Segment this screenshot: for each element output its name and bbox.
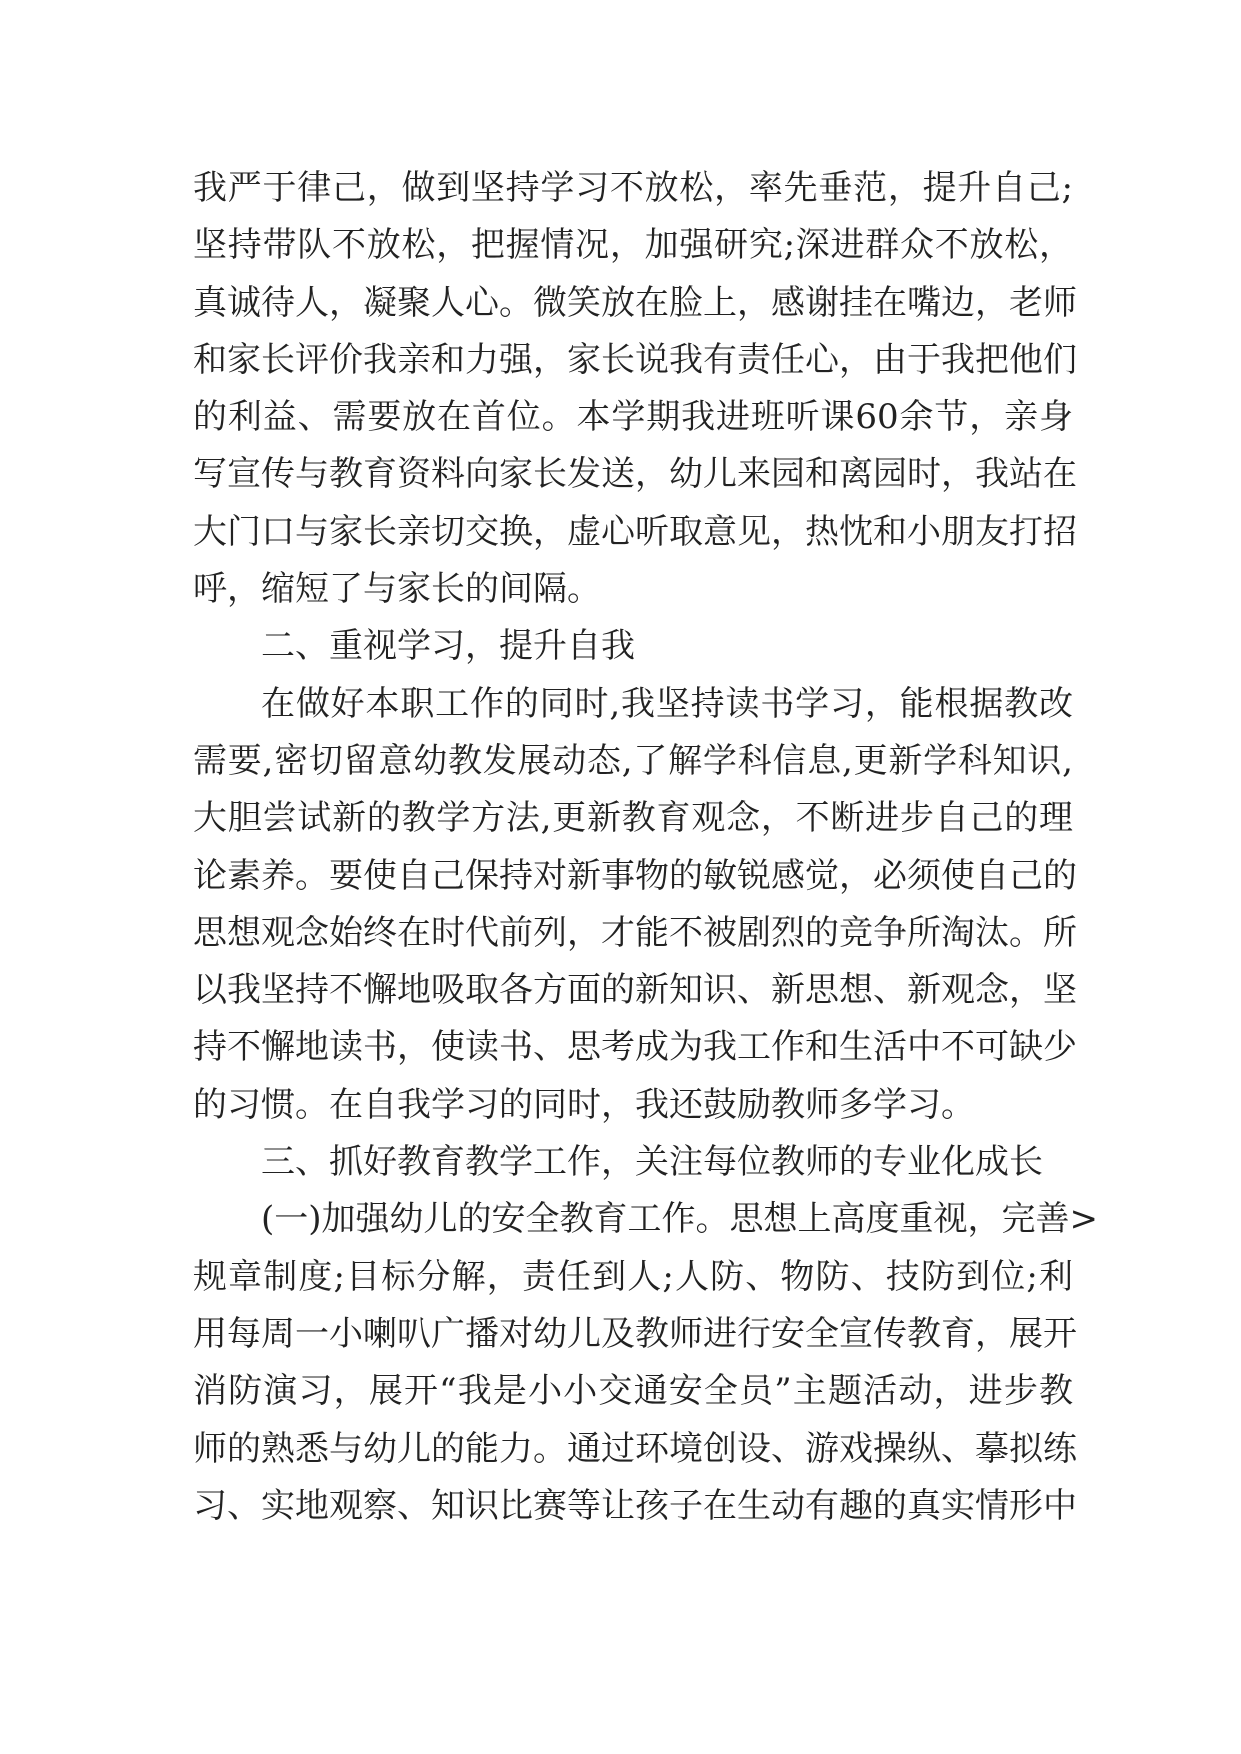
text-line: 坚持带队不放松，把握情况，加强研究;深进群众不放松， bbox=[193, 225, 1073, 266]
text-line: 的习惯。在自我学习的同时，我还鼓励教师多学习。 bbox=[193, 1084, 975, 1125]
text-line: 的利益、需要放在首位。本学期我进班听课60余节，亲身 bbox=[193, 397, 1073, 438]
text-line: 用每周一小喇叭广播对幼儿及教师进行安全宣传教育，展开 bbox=[193, 1313, 1077, 1354]
text-line: 大胆尝试新的教学方法,更新教育观念，不断进步自己的理 bbox=[193, 798, 1073, 839]
text-line: 呼，缩短了与家长的间隔。 bbox=[193, 569, 601, 610]
text-line: 和家长评价我亲和力强，家长说我有责任心，由于我把他们 bbox=[193, 339, 1077, 380]
section-heading: 二、重视学习，提升自我 bbox=[261, 626, 635, 667]
text-line: 需要,密切留意幼教发展动态,了解学科信息,更新学科知识, bbox=[193, 740, 1073, 781]
text-line: 持不懈地读书，使读书、思考成为我工作和生活中不可缺少 bbox=[193, 1027, 1077, 1068]
text-line: 思想观念始终在时代前列，才能不被剧烈的竞争所淘汰。所 bbox=[193, 912, 1077, 953]
text-line: (一)加强幼儿的安全教育工作。思想上高度重视，完善> bbox=[261, 1199, 1099, 1240]
text-line: 论素养。要使自己保持对新事物的敏锐感觉，必须使自己的 bbox=[193, 855, 1077, 896]
text-line: 规章制度;目标分解，责任到人;人防、物防、技防到位;利 bbox=[193, 1256, 1073, 1297]
document-body bbox=[193, 160, 1099, 1535]
text-line: 以我坚持不懈地吸取各方面的新知识、新思想、新观念，坚 bbox=[193, 970, 1077, 1011]
text-line: 大门口与家长亲切交换，虚心听取意见，热忱和小朋友打招 bbox=[193, 511, 1077, 552]
text-line: 写宣传与教育资料向家长发送，幼儿来园和离园时，我站在 bbox=[193, 454, 1077, 495]
text-line: 真诚待人，凝聚人心。微笑放在脸上，感谢挂在嘴边，老师 bbox=[193, 282, 1077, 323]
text-line: 我严于律己，做到坚持学习不放松，率先垂范，提升自己; bbox=[193, 168, 1073, 208]
text-line: 习、实地观察、知识比赛等让孩子在生动有趣的真实情形中 bbox=[193, 1485, 1077, 1526]
text-line: 在做好本职工作的同时,我坚持读书学习，能根据教改 bbox=[261, 683, 1073, 724]
section-heading: 三、抓好教育教学工作，关注每位教师的专业化成长 bbox=[261, 1142, 1043, 1183]
text-line: 师的熟悉与幼儿的能力。通过环境创设、游戏操纵、摹拟练 bbox=[193, 1428, 1077, 1469]
text-line: 消防演习，展开“我是小小交通安全员”主题活动，进步教 bbox=[193, 1371, 1073, 1412]
